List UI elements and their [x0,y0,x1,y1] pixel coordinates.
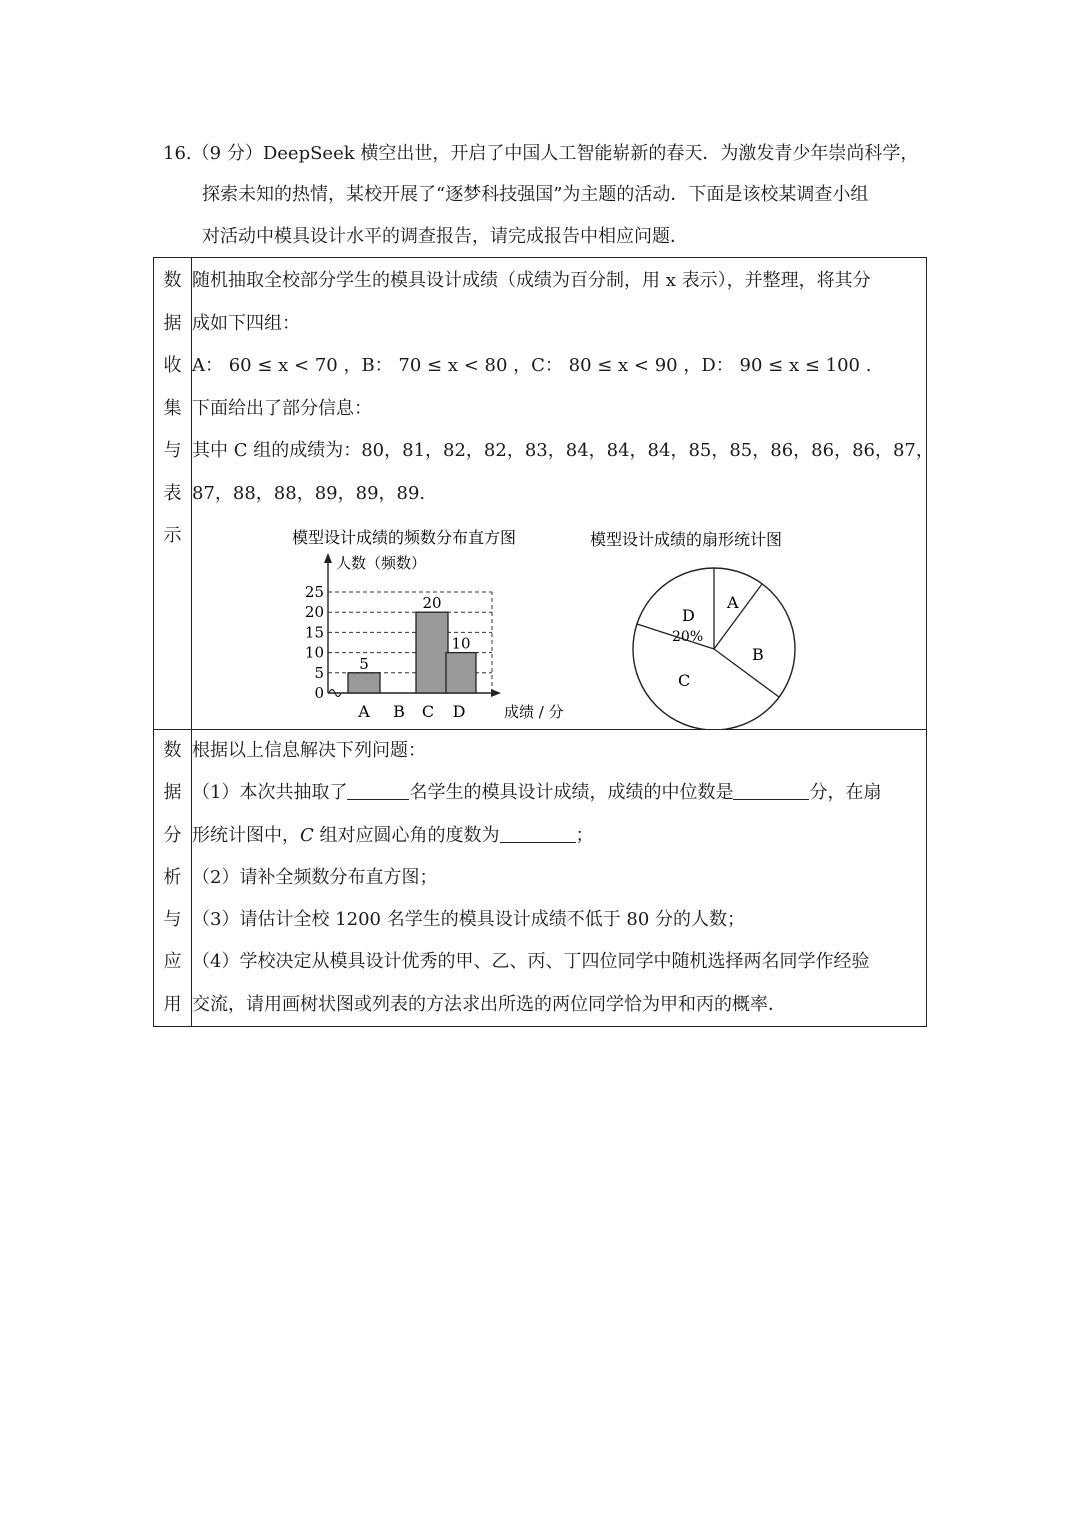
side-char: 用 [163,993,182,1015]
pie-label-d: D [682,606,695,625]
side-char: 分 [163,824,182,846]
s1-line4: 下面给出了部分信息： [192,397,372,419]
histogram-ylabel: 人数（频数） [336,554,427,572]
histogram-chart [282,515,612,729]
question-1-line2 [192,815,926,857]
side-char: 据 [163,782,182,804]
s1-line1: 随机抽取全校部分学生的模具设计成绩（成绩为百分制，用 x 表示），并整理，将其分 [192,270,871,291]
pie-label-b: B [752,645,764,664]
q1-text-c-italic: C [300,824,314,846]
answer-blank-median[interactable] [733,779,809,800]
section1-content [192,258,934,730]
q1-text-e: 组对应圆心角的度数为 [313,824,500,846]
question-4-line2: 交流，请用画树状图或列表的方法求出所选的两位同学恰为甲和丙的概率． [192,993,786,1015]
pie-percent-d: 20% [672,629,704,645]
intro-line-3: 对活动中模具设计水平的调查报告，请完成报告中相应问题． [202,226,688,247]
intro-line-1 [163,143,918,165]
pie-label-a: A [727,593,739,612]
question-1-line1 [192,772,926,814]
bar-d [446,653,476,693]
intro-line-2: 探索未知的热情，某校开展了“逐梦科技强国”为主题的活动．下面是该校某调查小组 [202,184,869,205]
side-char: 表 [163,482,182,504]
s2-line1: 根据以上信息解决下列问题： [192,740,426,761]
histogram-xlabel: 成绩 / 分 [504,703,564,721]
y-tick-label: 20 [304,603,324,622]
x-category-label: B [393,702,405,721]
section1-side-label [154,258,192,730]
problem-number: 16. [163,143,192,164]
section-data-analysis [154,730,927,1027]
side-char: 示 [163,525,182,546]
side-char: 数 [163,270,182,291]
answer-blank-angle[interactable] [500,822,576,843]
q1-text-c: 分，在扇 [809,782,882,804]
pie-title: 模型设计成绩的扇形统计图 [590,530,783,549]
y-axis-arrow [324,553,332,563]
bar-value-label: 10 [451,634,471,653]
problem-points: （9 分） [191,143,263,164]
side-char: 数 [163,740,182,761]
pie-label-c: C [678,671,691,690]
intro-text-1: DeepSeek 横空出世，开启了中国人工智能崭新的春天．为激发青少年崇尚科学， [262,143,919,164]
side-char: 与 [163,440,182,461]
section2-side-label [154,730,192,1027]
pie-chart [580,515,860,729]
pie-divider-b-c [714,649,779,697]
answer-blank-total[interactable] [347,779,409,800]
q1-text-a: （1）本次共抽取了 [192,782,348,804]
y-tick-label: 25 [304,583,324,601]
side-char: 析 [163,866,182,888]
side-char: 与 [163,909,182,931]
s1-group-ranges: A： 60 ≤ x < 70 ，B： 70 ≤ x < 80 ，C： 80 ≤ x < 90 ，D： 90 ≤ x ≤ 100 . [192,355,872,376]
bar-c [416,612,448,693]
section2-content [192,730,927,1027]
s1-c-scores-2: 87，88，88，89，89，89. [192,482,426,504]
x-category-label: C [421,702,435,721]
question-3: （3）请估计全校 1200 名学生的模具设计成绩不低于 80 分的人数； [192,909,746,931]
bar-a [348,673,380,693]
side-char: 集 [163,397,182,419]
y-tick-label: 10 [304,643,324,662]
side-char: 应 [163,951,182,973]
side-char: 据 [163,312,182,334]
s1-line2: 成如下四组： [192,312,300,334]
y-tick-label: 5 [314,663,324,682]
question-2: （2）请补全频数分布直方图； [192,866,438,888]
s1-c-scores-1: 其中 C 组的成绩为：80，81，82，82，83，84，84，84，85，85，86，86，86，87， [192,440,934,461]
charts-area [192,515,926,729]
question-4-line1: （4）学校决定从模具设计优秀的甲、乙、丙、丁四位同学中随机选择两名同学作经验 [192,951,870,973]
q1-text-f: ； [575,824,594,846]
side-char: 收 [163,355,182,376]
report-table [153,257,934,1027]
section-data-collection [154,258,927,730]
q1-text-d: 形统计图中， [192,824,300,846]
bar-value-label: 5 [359,654,369,673]
bar-value-label: 20 [422,594,442,613]
y-tick-label: 0 [314,684,324,702]
histogram-title: 模型设计成绩的频数分布直方图 [292,528,517,547]
x-category-label: A [358,702,370,721]
x-category-label: D [452,702,466,721]
y-tick-label: 15 [304,623,324,642]
q1-text-b: 名学生的模具设计成绩，成绩的中位数是 [409,782,734,804]
